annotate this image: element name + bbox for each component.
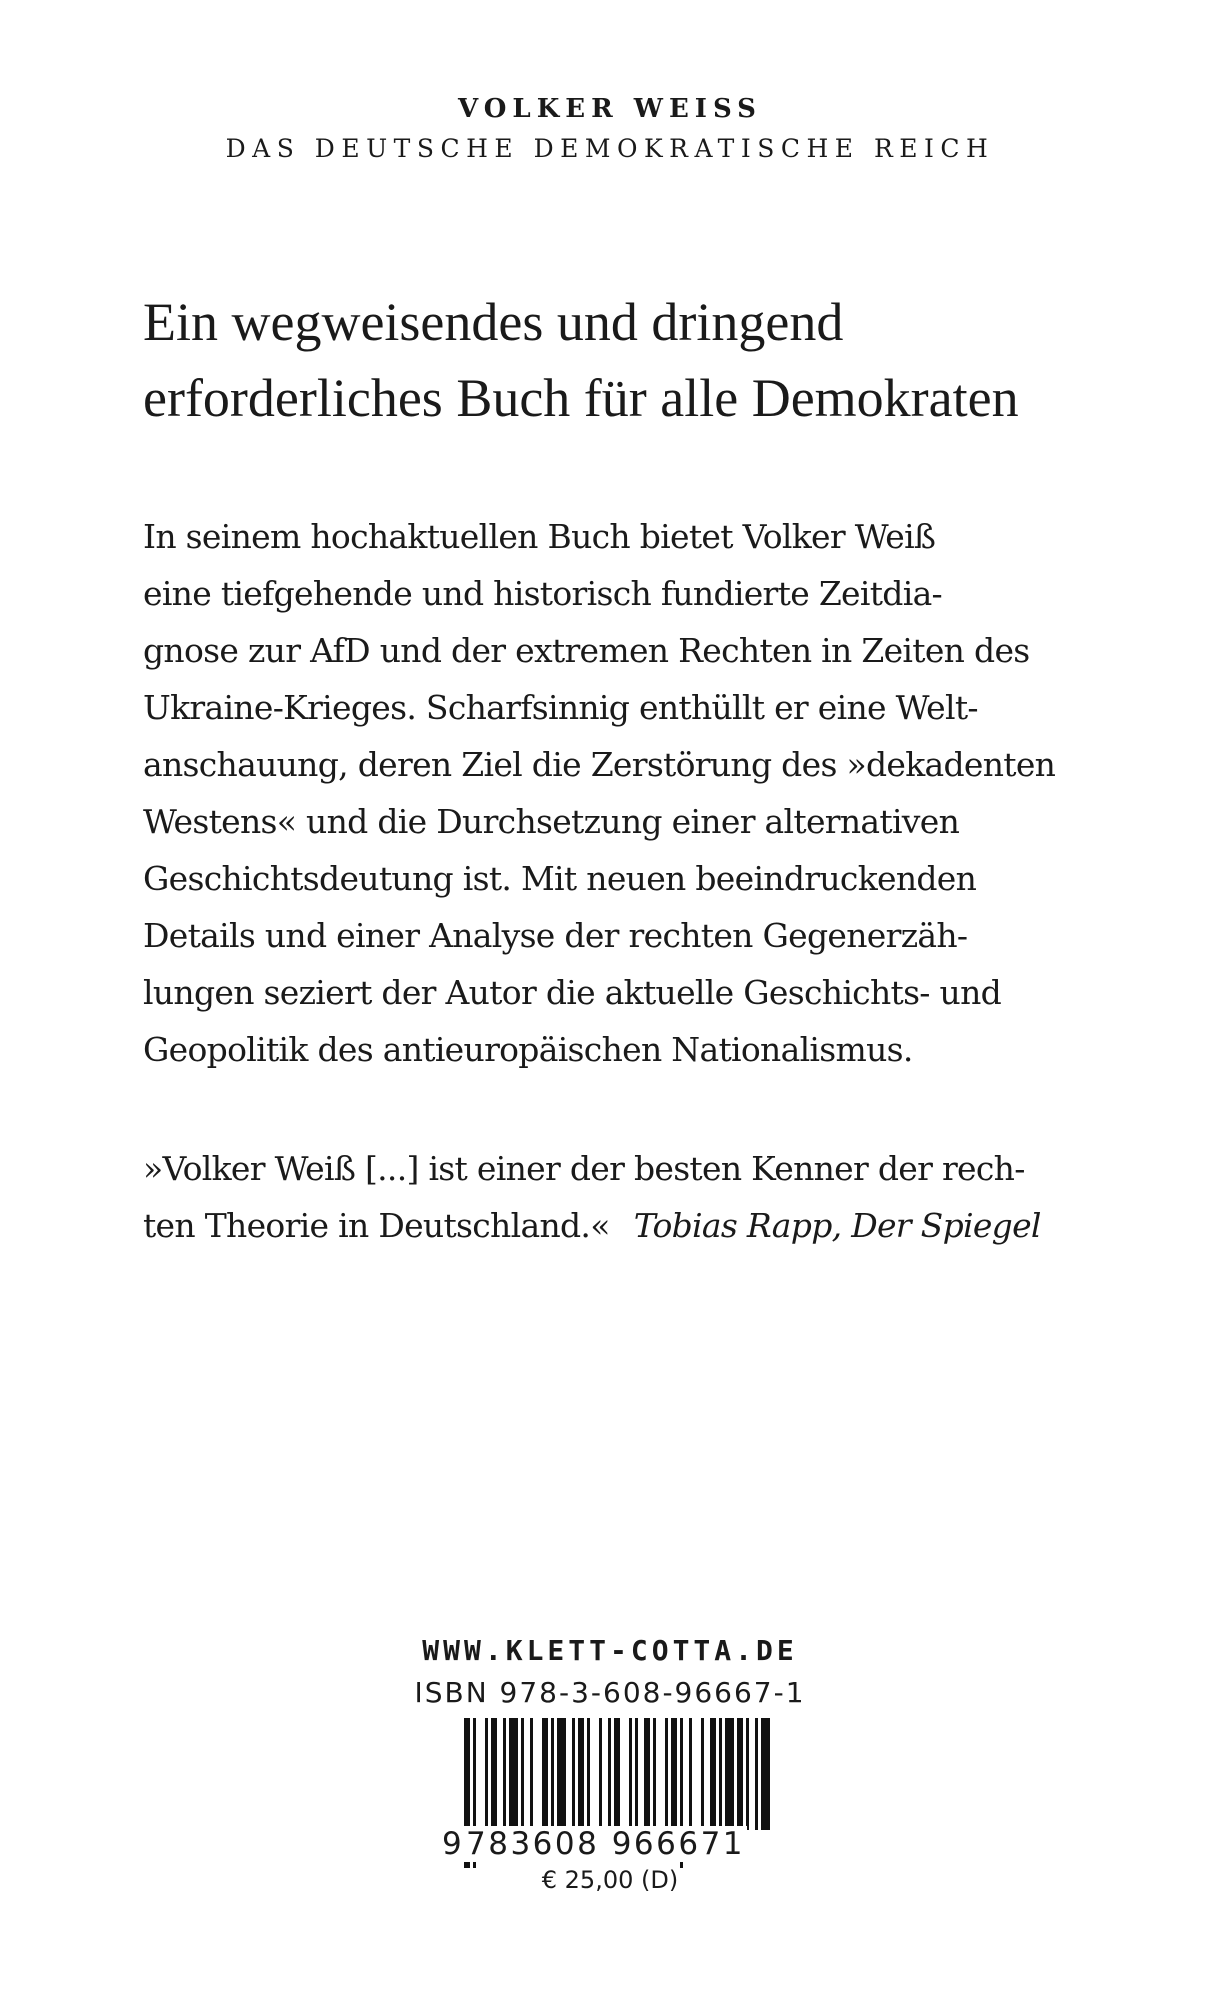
barcode-bar — [644, 1718, 650, 1830]
blurb-line: lungen seziert der Autor die aktuelle Geschichts- und — [143, 973, 1002, 1012]
blurb-text — [143, 508, 1103, 1078]
blurb-line: eine tiefgehende und historisch fundierte Zeitdia- — [143, 574, 942, 613]
barcode-bar — [557, 1718, 566, 1830]
headline — [143, 284, 1123, 436]
barcode-bar — [719, 1718, 722, 1830]
barcode-bar — [521, 1718, 524, 1830]
barcode-bar — [614, 1718, 620, 1830]
barcode-bar — [509, 1718, 518, 1830]
barcode-lead-digit: 9 — [442, 1826, 465, 1862]
blurb-line: gnose zur AfD und der extremen Rechten in Zeiten des — [143, 631, 1030, 670]
quote-line — [143, 1197, 1103, 1254]
barcode-bar — [689, 1718, 692, 1830]
barcode-bar — [635, 1718, 638, 1830]
blurb-line: Geschichtsdeutung ist. Mit neuen beeindruckenden — [143, 859, 977, 898]
barcode-bar — [710, 1718, 716, 1830]
blurb-line: Westens« und die Durchsetzung einer alternativen — [143, 802, 960, 841]
blurb-line: In seinem hochaktuellen Buch bietet Volker Weiß — [143, 517, 936, 556]
barcode-bar — [572, 1718, 575, 1830]
book-title: DAS DEUTSCHE DEMOKRATISCHE REICH — [225, 134, 995, 163]
barcode-bar — [503, 1718, 506, 1830]
barcode-bar — [542, 1718, 548, 1830]
barcode-bar — [629, 1718, 632, 1830]
price: € 25,00 (D) — [541, 1866, 679, 1894]
barcode-bar — [761, 1718, 770, 1830]
barcode-bar — [578, 1718, 584, 1830]
blurb-line: Ukraine-Krieges. Scharfsinnig enthüllt er eine Welt- — [143, 688, 978, 727]
barcode-bar — [701, 1718, 704, 1830]
blurb-line: anschauung, deren Ziel die Zerstörung des »dekadenten — [143, 745, 1056, 784]
barcode-bar — [737, 1718, 743, 1830]
author-name: VOLKER WEISS — [458, 94, 762, 124]
barcode-bar — [653, 1718, 656, 1830]
barcode-bar — [746, 1718, 749, 1830]
barcode-bar — [725, 1718, 734, 1830]
barcode-digits — [442, 1826, 782, 1866]
blurb-line: Geopolitik des antieuropäischen Nationalismus. — [143, 1030, 913, 1069]
barcode-bar — [530, 1718, 533, 1830]
publisher-url[interactable]: WWW.KLETT-COTTA.DE — [422, 1634, 798, 1667]
barcode-bar — [608, 1718, 611, 1830]
barcode-bar — [599, 1718, 602, 1830]
quote-source: Tobias Rapp, Der Spiegel — [633, 1206, 1041, 1245]
headline-line: erforderliches Buch für alle Demokraten — [143, 368, 1019, 428]
isbn: ISBN 978-3-608-96667-1 — [414, 1676, 806, 1709]
blurb-line: Details und einer Analyse der rechten Gegenerzäh- — [143, 916, 968, 955]
barcode-bar — [491, 1718, 497, 1830]
barcode-number: 783608 966671 — [466, 1826, 746, 1862]
barcode-bar — [665, 1718, 668, 1830]
quote-line: »Volker Weiß [...] ist einer der besten Kenner der rech- — [143, 1149, 1025, 1188]
barcode-bar — [485, 1718, 488, 1830]
quote-text: ten Theorie in Deutschland.« — [143, 1206, 610, 1245]
barcode-bar — [755, 1718, 758, 1830]
barcode-bar — [671, 1718, 677, 1830]
review-quote — [143, 1140, 1103, 1254]
headline-line: Ein wegweisendes und dringend — [143, 292, 844, 352]
barcode-bar — [587, 1718, 590, 1830]
barcode-bar — [551, 1718, 554, 1830]
